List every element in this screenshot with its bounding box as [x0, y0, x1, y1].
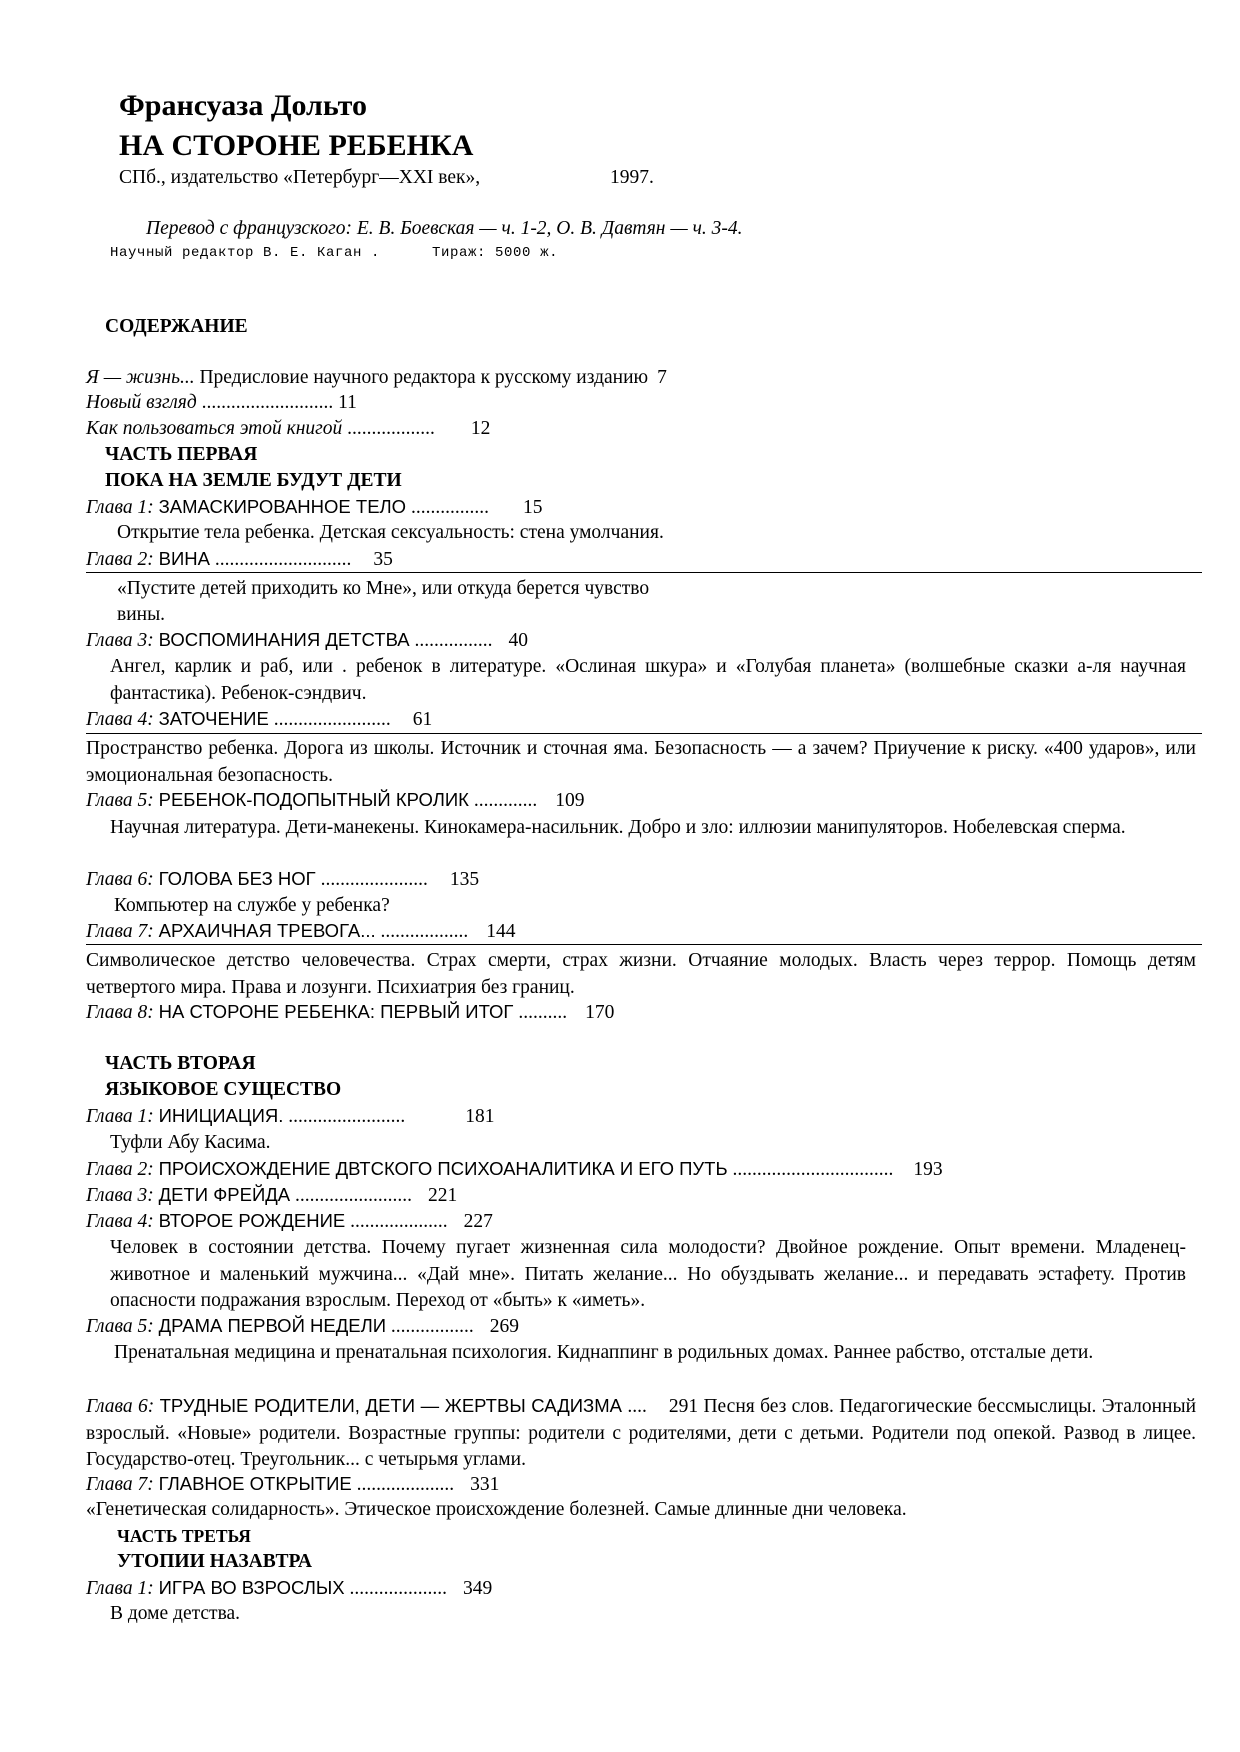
chapter-title: ДРАМА ПЕРВОЙ НЕДЕЛИ	[158, 1315, 387, 1336]
chapter-entry-inline	[86, 1393, 1196, 1474]
chapter-entry	[86, 1314, 519, 1339]
toc-entry-foreword	[86, 366, 667, 390]
part-one-title: ПОКА НА ЗЕМЛЕ БУДУТ ДЕТИ	[105, 470, 402, 491]
chapter-title: НА СТОРОНЕ РЕБЕНКА: ПЕРВЫЙ ИТОГ	[158, 1001, 514, 1022]
chapter-dots: ....................	[350, 1211, 448, 1232]
chapter-entry	[86, 919, 516, 944]
chapter-entry	[86, 1576, 492, 1601]
part-three-title: УТОПИИ НАЗАВТРА	[117, 1551, 312, 1572]
page-number: 291	[668, 1396, 699, 1417]
chapter-dots: .............	[473, 790, 538, 811]
chapter-entry	[86, 1157, 943, 1182]
page-number: 269	[489, 1316, 520, 1337]
translation-credits: Перевод с французского: Е. В. Боевская — ч. 1-2, О. В. Давтян — ч. 3-4.	[146, 218, 743, 239]
chapter-entry	[86, 1000, 614, 1025]
chapter-label: Глава 1:	[86, 1578, 154, 1599]
chapter-description-continued: вины.	[117, 604, 166, 625]
chapter-description: «Пустите детей приходить ко Мне», или откуда берется чувство	[117, 578, 650, 599]
toc-entry-how-to-use	[86, 417, 490, 441]
chapter-dots: ................	[414, 630, 493, 651]
chapter-dots: ....................	[349, 1578, 447, 1599]
publisher-line: СПб., издательство «Петербург—XXI век»,	[119, 167, 481, 188]
chapter-entry	[86, 788, 584, 813]
chapter-label: Глава 7:	[86, 1474, 154, 1495]
chapter-title: АРХАИЧНАЯ ТРЕВОГА...	[158, 920, 376, 941]
chapter-title: ВТОРОЕ РОЖДЕНИЕ	[158, 1210, 346, 1231]
chapter-description: Ангел, карлик и раб, или . ребенок в литературе. «Ослиная шкура» и «Голубая планета» (волшебные сказки а-ля научная фантастика). Ребенок-сэндвич.	[110, 656, 1186, 704]
chapter-label: Глава 3:	[86, 1185, 154, 1206]
page-number: 40	[508, 630, 529, 651]
part-two-label: ЧАСТЬ ВТОРАЯ	[105, 1053, 256, 1074]
book-author: Франсуаза Дольто	[119, 89, 367, 122]
chapter-description: Символическое детство человечества. Страх смерти, страх жизни. Отчаяние молодых. Власть через террор. Помощь детям четвертого мира. Права и лозунги. Психиатрия без границ.	[86, 950, 1196, 998]
chapter-description: Компьютер на службе у ребенка?	[114, 895, 390, 916]
entry-dots: ...........................	[196, 392, 339, 413]
chapter-dots: .................	[390, 1316, 474, 1337]
print-run: Тираж: 5000 ж.	[432, 245, 559, 261]
chapter-title: РЕБЕНОК-ПОДОПЫТНЫЙ КРОЛИК	[158, 789, 469, 810]
page-number: 221	[428, 1185, 458, 1206]
chapter-entry	[86, 867, 479, 892]
chapter-label: Глава 5:	[86, 1316, 154, 1337]
part-one-label: ЧАСТЬ ПЕРВАЯ	[105, 444, 258, 465]
chapter-title: ИНИЦИАЦИЯ.	[158, 1105, 284, 1126]
divider-line	[86, 572, 1202, 573]
chapter-label: Глава 4:	[86, 709, 154, 730]
chapter-label: Глава 5:	[86, 790, 154, 811]
chapter-dots: ..........	[518, 1002, 568, 1023]
page-number: 109	[555, 790, 585, 811]
chapter-entry	[86, 1472, 499, 1497]
chapter-label: Глава 2:	[86, 549, 154, 570]
entry-text: Предисловие научного редактора к русскому изданию	[194, 367, 649, 388]
chapter-dots: ..................	[380, 921, 469, 942]
chapter-label: Глава 8:	[86, 1002, 154, 1023]
chapter-description: «Генетическая солидарность». Этическое происхождение болезней. Самые длинные дни человека.	[86, 1499, 907, 1520]
chapter-title: ГОЛОВА БЕЗ НОГ	[158, 868, 316, 889]
page-number: 12	[470, 418, 491, 439]
divider-line	[86, 733, 1202, 734]
chapter-label: Глава 1:	[86, 1106, 154, 1127]
chapter-title: ТРУДНЫЕ РОДИТЕЛИ, ДЕТИ — ЖЕРТВЫ САДИЗМА	[159, 1395, 622, 1416]
chapter-dots: ................	[410, 497, 489, 518]
page-number: 7	[657, 367, 667, 388]
chapter-title: ГЛАВНОЕ ОТКРЫТИЕ	[158, 1473, 352, 1494]
chapter-description: Пространство ребенка. Дорога из школы. Источник и сточная яма. Безопасность — а зачем? Приучение к риску. «400 ударов», или эмоциональная безопасность.	[86, 738, 1196, 786]
chapter-description: Туфли Абу Касима.	[110, 1132, 271, 1153]
page-number: 35	[373, 549, 393, 570]
page-number: 227	[463, 1211, 493, 1232]
page-number: 193	[913, 1159, 943, 1180]
chapter-dots: ........................	[273, 709, 391, 730]
chapter-label: Глава 2:	[86, 1159, 154, 1180]
book-title: НА СТОРОНЕ РЕБЕНКА	[119, 129, 474, 162]
scientific-editor: Научный редактор В. Е. Каган .	[110, 245, 381, 261]
entry-dots: ..................	[342, 418, 435, 439]
chapter-title: ИГРА ВО ВЗРОСЛЫХ	[158, 1577, 345, 1598]
chapter-label: Глава 6:	[86, 1396, 155, 1417]
entry-label: Новый взгляд	[86, 392, 197, 413]
part-two-title: ЯЗЫКОВОЕ СУЩЕСТВО	[105, 1079, 342, 1100]
page-number: 181	[465, 1106, 495, 1127]
chapter-entry	[86, 707, 432, 732]
divider-line	[86, 944, 1202, 945]
editor-line	[110, 241, 558, 265]
chapter-dots: ....................	[356, 1474, 455, 1495]
chapter-description: Песня без слов. Педагогические бессмыслицы. Эталонный взрослый. «Новые» родители. Возрастные группы: родители с родителями, дети с детьми. Родители под опекой. Развод в лицее. Государство-отец. Треугольник... с четырьмя углами.	[86, 1396, 1197, 1470]
chapter-dots: .................................	[732, 1159, 894, 1180]
chapter-title: ДЕТИ ФРЕЙДА	[158, 1184, 291, 1205]
page-number: 331	[470, 1474, 500, 1495]
page-number: 170	[585, 1002, 615, 1023]
chapter-title: ПРОИСХОЖДЕНИЕ ДВТСКОГО ПСИХОАНАЛИТИКА И ЕГО ПУТЬ	[158, 1158, 728, 1179]
chapter-entry	[86, 628, 528, 653]
chapter-dots: ........................	[288, 1106, 406, 1127]
publication-year: 1997.	[610, 167, 654, 188]
chapter-dots: ............................	[214, 549, 352, 570]
page-number: 11	[338, 392, 357, 413]
chapter-description: Открытие тела ребенка. Детская сексуальность: стена умолчания.	[117, 522, 664, 543]
chapter-entry	[86, 1183, 457, 1208]
chapter-description: Пренатальная медицина и пренатальная психология. Киднаппинг в родильных домах. Раннее рабство, отсталые дети.	[114, 1342, 1094, 1363]
chapter-label: Глава 1:	[86, 497, 154, 518]
chapter-title: ЗАМАСКИРОВАННОЕ ТЕЛО	[158, 496, 407, 517]
toc-heading: СОДЕРЖАНИЕ	[105, 316, 248, 337]
chapter-label: Глава 7:	[86, 921, 154, 942]
chapter-dots: ......................	[320, 869, 428, 890]
chapter-title: ВИНА	[158, 548, 210, 569]
toc-entry-new-view	[86, 391, 357, 415]
chapter-label: Глава 3:	[86, 630, 154, 651]
chapter-dots: ....	[627, 1396, 647, 1417]
chapter-entry	[86, 547, 393, 572]
entry-label: Как пользоваться этой книгой	[86, 418, 343, 439]
chapter-description: Научная литература. Дети-манекены. Кинокамера-насильник. Добро и зло: иллюзии манипуляторов. Нобелевская сперма.	[110, 817, 1126, 838]
chapter-title: ЗАТОЧЕНИЕ	[158, 708, 269, 729]
part-three-label: ЧАСТЬ ТРЕТЬЯ	[117, 1526, 251, 1546]
page-number: 61	[412, 709, 433, 730]
chapter-description: Человек в состоянии детства. Почему пугает жизненная сила молодости? Двойное рождение. Опыт времени. Младенец-животное и маленький мужчина... «Дай мне». Питать желание... Но обуздывать желание... и передавать эстафету. Против опасности подражания взрослым. Переход от «быть» к «иметь».	[110, 1237, 1186, 1311]
entry-label: Я — жизнь...	[86, 367, 195, 388]
chapter-description: В доме детства.	[110, 1603, 241, 1624]
page-number: 15	[522, 497, 543, 518]
chapter-entry	[86, 1209, 493, 1234]
chapter-entry	[86, 495, 542, 520]
page-number: 135	[449, 869, 480, 890]
chapter-entry	[86, 1104, 495, 1129]
chapter-label: Глава 6:	[86, 869, 154, 890]
chapter-label: Глава 4:	[86, 1211, 154, 1232]
page-number: 144	[486, 921, 516, 942]
chapter-dots: ........................	[295, 1185, 413, 1206]
page-number: 349	[462, 1578, 493, 1599]
chapter-title: ВОСПОМИНАНИЯ ДЕТСТВА	[158, 629, 410, 650]
